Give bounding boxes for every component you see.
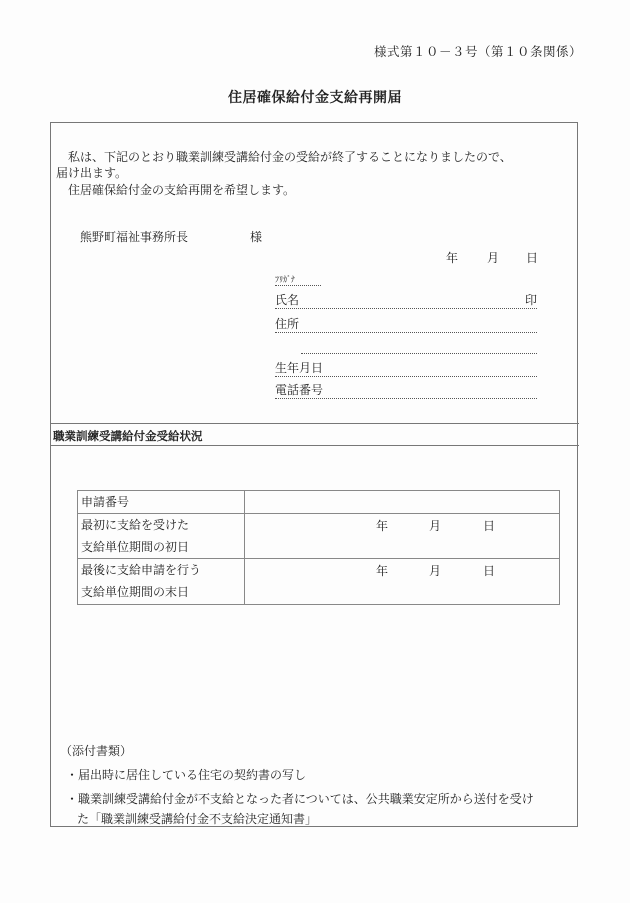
intro-line-2: 届け出ます。 [56, 166, 128, 180]
furigana-label: ﾌﾘｶﾞﾅ [275, 275, 295, 284]
first-period-day: 日 [483, 519, 496, 533]
intro-line-1: 私は、下記のとおり職業訓練受講給付金の受給が終了することになりましたので、 [68, 150, 512, 164]
address-label: 住所 [275, 317, 300, 331]
table-row [78, 559, 560, 605]
status-table [77, 490, 560, 605]
date-year-label: 年 [446, 251, 459, 265]
section-divider-top [50, 423, 579, 424]
application-number-label: 申請番号 [78, 491, 245, 514]
attachment-item-1: ・届出時に居住している住宅の契約書の写し [66, 768, 307, 782]
furigana-field[interactable] [275, 271, 321, 286]
table-row [78, 491, 560, 514]
date-day-label: 日 [526, 251, 539, 265]
status-section-title: 職業訓練受講給付金受給状況 [53, 429, 203, 443]
last-period-month: 月 [429, 564, 442, 578]
application-number-value[interactable] [245, 491, 560, 514]
addressee-honorific: 様 [250, 230, 263, 244]
intro-line-3: 住居確保給付金の支給再開を希望します。 [68, 183, 296, 197]
name-label: 氏名 [275, 293, 300, 307]
attachment-item-2-continued: た「職業訓練受講給付金不支給決定通知書」 [77, 812, 318, 826]
form-outer-box [50, 122, 578, 827]
first-period-label: 最初に支給を受けた 支給単位期間の初日 [78, 514, 245, 559]
birthdate-field[interactable] [275, 360, 537, 377]
name-field[interactable] [275, 292, 537, 309]
table-row [78, 514, 560, 559]
section-divider-bottom [50, 445, 579, 446]
phone-field[interactable] [275, 382, 537, 399]
address-field-line-2[interactable] [301, 337, 537, 354]
birthdate-label: 生年月日 [275, 361, 324, 375]
last-period-date[interactable] [245, 559, 560, 605]
last-period-year: 年 [376, 564, 389, 578]
first-period-month: 月 [429, 519, 442, 533]
first-period-year: 年 [376, 519, 389, 533]
addressee-name: 熊野町福祉事務所長 [80, 230, 189, 244]
attachment-item-2: ・職業訓練受講給付金が不支給となった者については、公共職業安定所から送付を受け [66, 792, 534, 806]
attachments-heading: （添付書類） [60, 744, 133, 758]
phone-label: 電話番号 [275, 383, 324, 397]
page-title: 住居確保給付金支給再開届 [228, 90, 402, 106]
seal-mark: 印 [524, 293, 537, 307]
address-field[interactable] [275, 316, 537, 333]
last-period-day: 日 [483, 564, 496, 578]
last-period-label: 最後に支給申請を行う 支給単位期間の末日 [78, 559, 245, 605]
first-period-date[interactable] [245, 514, 560, 559]
form-code: 様式第１０－３号（第１０条関係） [373, 44, 582, 59]
date-month-label: 月 [487, 251, 500, 265]
